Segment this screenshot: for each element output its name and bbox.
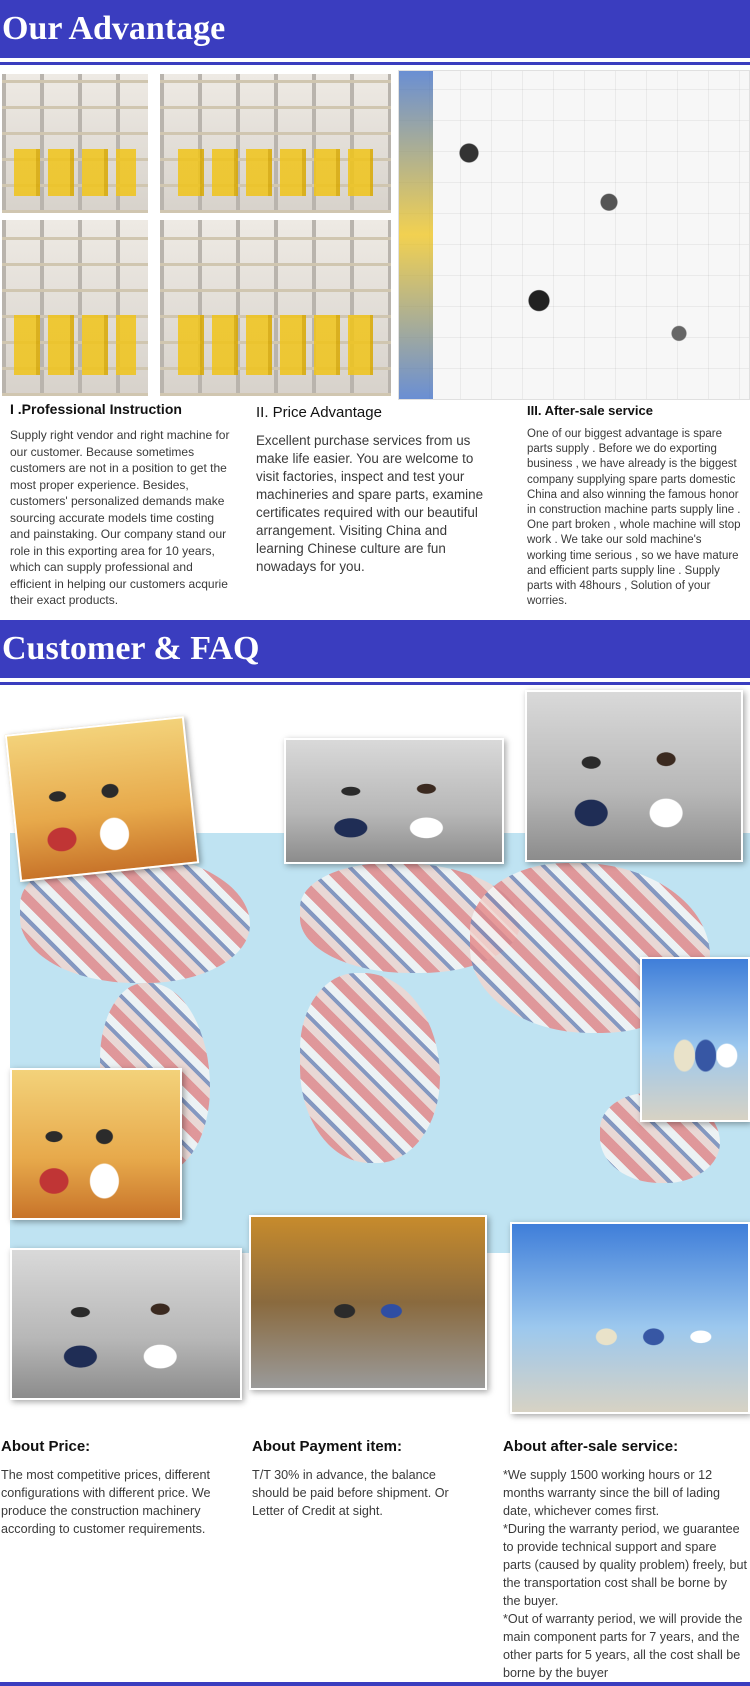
customer-photo-office: [525, 690, 743, 862]
customer-photo-port-site: [510, 1222, 750, 1414]
customer-photo-factory-visit: [249, 1215, 487, 1390]
section-banner-our-advantage: [0, 0, 750, 62]
faq-body-after-sale-service: *We supply 1500 working hours or 12 months warranty since the bill of lading date, whichever comes first. *During the warranty period, we guarantee to provide technical support and spare parts (caused by quality problem) freely, but the transportation cost shall be borne by the buyer. *Out of warranty period, we will provide the main component parts for 7 years, and the other parts for 5 years, all the cost shall be borne by the buyer: [503, 1468, 748, 1680]
warehouse-photo-2: [158, 72, 393, 215]
faq-heading-payment: About Payment item:: [252, 1438, 403, 1455]
customer-photo-exhibition-1: [5, 716, 199, 882]
warehouse-photo-1: [0, 72, 150, 215]
warehouse-photo-4: [158, 218, 393, 398]
faq-body-price: The most competitive prices, different configurations with different price. We produce the construction machinery according to customer requirements.: [1, 1468, 211, 1536]
advantage-body-price: Excellent purchase services from us make life easier. You are welcome to visit factories, inspect and test your machineries and spare parts, examine certificates required with our beautiful arrangement. Visiting China and learning Chinese culture are fun nowadays for you.: [256, 433, 484, 574]
map-continent-africa: [300, 973, 440, 1163]
advantage-heading-professional-instruction: I .Professional Instruction: [10, 401, 182, 417]
advantage-heading-price: II. Price Advantage: [256, 404, 382, 421]
customer-photo-catalog-review: [10, 1248, 242, 1400]
faq-heading-after-sale-service: About after-sale service:: [503, 1438, 679, 1455]
section-title: Our Advantage: [2, 10, 226, 47]
customer-photo-exhibition-2: [10, 1068, 182, 1220]
bottom-divider: [0, 1682, 750, 1686]
spare-parts-catalog-image: [398, 70, 750, 400]
section-banner-customer-faq: [0, 620, 750, 682]
faq-heading-price: About Price:: [1, 1438, 91, 1455]
warehouse-photo-3: [0, 218, 150, 398]
advantage-body-professional-instruction: Supply right vendor and right machine for our customer. Because sometimes customers are not in a position to get the most proper experience. Besides, customers' personalized demands make sourcing accurate models time costing and painstaking. Our company stand our role in this exporting area for 10 years, which can supply professional and efficient in helping our customers acqurie their exact products.: [10, 428, 230, 607]
customer-photo-meeting: [284, 738, 504, 864]
advantage-heading-after-sale: III. After-sale service: [527, 403, 653, 418]
faq-body-payment: T/T 30% in advance, the balance should be paid before shipment. Or Letter of Credit at sight.: [252, 1468, 449, 1518]
customer-photo-umbrella: [640, 957, 750, 1122]
advantage-body-after-sale: One of our biggest advantage is spare parts supply . Before we do exporting business , we have already is the biggest company supplying spare parts domestic China and also winning the famous honor in construction machine parts supply line . One part broken , whole machine will stop work . We take our sold machine's working time serious , so we have mature and efficient parts supply line . Supply parts with 48hours , Solution of your worries.: [527, 428, 741, 608]
catalog-color-strip: [399, 71, 433, 399]
section-title: Customer & FAQ: [2, 630, 260, 667]
